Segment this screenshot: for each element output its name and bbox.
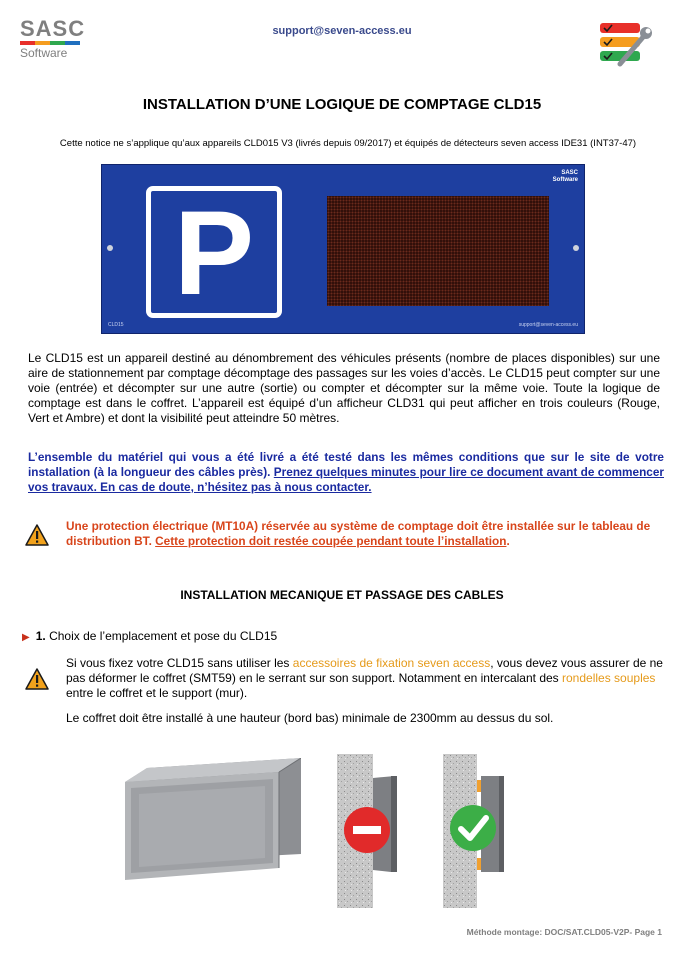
checklist-wrench-icon (598, 20, 654, 68)
document-title: INSTALLATION D’UNE LOGIQUE DE COMPTAGE CLD15 (142, 96, 542, 113)
mounting-text-1: Si vous fixez votre CLD15 sans utiliser les (66, 656, 293, 670)
electrical-warning-text: Une protection électrique (MT10A) réservée au système de comptage doit être installée sur le tableau de distribution BT. (66, 519, 651, 548)
step-number: 1. (35, 629, 46, 643)
warning-triangle-icon (25, 524, 49, 546)
electrical-warning (66, 519, 666, 549)
page-footer: Méthode montage: DOC/SAT.CLD05-V2P- Page 1 (466, 927, 662, 937)
applicability-notice: Cette notice ne s’applique qu’aux appareils CLD015 V3 (livrés depuis 09/2017) et équipés de détecteurs seven access IDE31 (INT37-47) (59, 138, 637, 149)
play-arrow-icon: ▶ (22, 632, 30, 643)
mounting-paragraph (66, 656, 666, 701)
support-email[interactable]: support@seven-access.eu (272, 25, 412, 37)
step-label: Choix de l’emplacement et pose du CLD15 (49, 629, 278, 643)
parking-letter: P (173, 186, 255, 320)
panel-brand-sub: Software (552, 177, 578, 183)
panel-brand-name: SASC (561, 170, 578, 176)
logo-subtitle: Software (20, 46, 68, 60)
parking-sign (146, 186, 282, 318)
panel-model: CLD15 (108, 322, 124, 328)
panel-email: support@seven-access.eu (518, 322, 578, 328)
fixing-accessories-link[interactable]: accessoires de fixation seven access (292, 656, 491, 670)
wrong-mounting-illustration (337, 754, 407, 908)
electrical-warning-end: . (506, 534, 510, 548)
section-title: INSTALLATION MECANIQUE ET PASSAGE DES CABLES (180, 588, 504, 602)
parking-display-panel (101, 164, 585, 334)
logo-name: SASC (20, 16, 86, 41)
warning-triangle-icon (25, 668, 49, 690)
led-matrix-display (327, 196, 549, 306)
intro-paragraph: Le CLD15 est un appareil destiné au dénombrement des véhicules présents (nombre de places disponibles) sur une aire de stationnement par comptage décomptage des passages sur les voies d’accès. Le CLD15 peut compter sur une voie (entrée) et décompter sur une autre (sortie) ou compter et décompter sur la même voie. Toute la logique de comptage est dans le coffret. L’appareil est équipé d’un afficheur CLD31 qui peut afficher en trois couleurs (Rouge, Vert et Ambre) et dont la visibilité peut atteindre 50 mètres. (28, 351, 660, 425)
tested-notice-text: L’ensemble du matériel qui vous a été livré a été testé dans les mêmes conditions que sur le site de votre installation (à la longueur des câbles près). (28, 450, 664, 479)
tested-notice-underlined: Prenez quelques minutes pour lire ce document avant de commencer vos travaux. En cas de doute, n’hésitez pas à nous contacter. (28, 465, 664, 494)
enclosure-3d-illustration (125, 758, 301, 880)
check-circle-icon (473, 828, 474, 829)
tested-notice (28, 450, 664, 495)
mounting-text-2: , vous devez vous assurer de ne pas déformer le coffret (SMT59) en le serrant sur son support. Notamment en intercalant des (66, 656, 663, 685)
no-entry-icon (355, 808, 356, 809)
correct-mounting-illustration (443, 754, 513, 908)
logo-color-bar (20, 41, 80, 45)
washers-link[interactable]: rondelles souples (562, 671, 656, 685)
electrical-warning-underlined: Cette protection doit restée coupée pendant toute l’installation (155, 534, 507, 548)
panel-brand (553, 170, 578, 184)
height-note: Le coffret doit être installé à une hauteur (bord bas) minimale de 2300mm au dessus du sol. (66, 711, 554, 725)
mounting-text-3: entre le coffret et le support (mur). (66, 686, 248, 700)
panel-screw (573, 245, 579, 251)
step-heading (22, 629, 277, 643)
panel-screw (107, 245, 113, 251)
